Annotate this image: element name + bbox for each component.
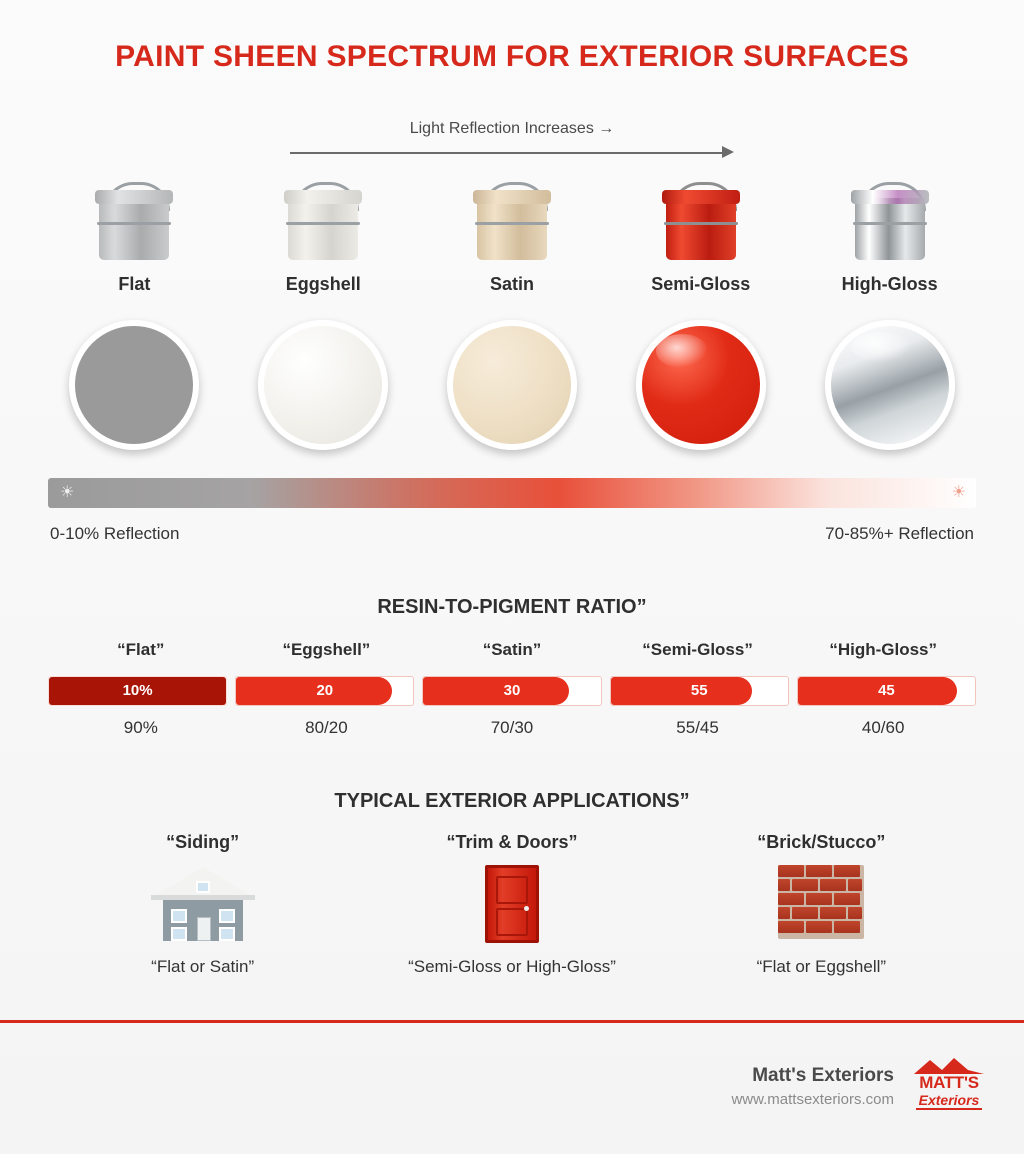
paint-can-icon <box>473 178 551 260</box>
light-reflection-label: Light Reflection Increases → <box>409 120 615 137</box>
door-icon <box>485 865 539 943</box>
paint-can-eggshell <box>229 178 418 295</box>
reflection-gradient-bar <box>48 478 976 508</box>
paint-can-flat <box>40 178 229 295</box>
application-art-siding <box>48 863 357 945</box>
ratio-value-high-gloss: 45 <box>878 682 895 699</box>
paint-can-icon <box>95 178 173 260</box>
swatch-cell-flat <box>40 320 229 450</box>
swatch-cell-semi-gloss <box>606 320 795 450</box>
brick-unit <box>792 907 818 919</box>
paint-can-icon <box>851 178 929 260</box>
ratio-bar-satin <box>422 676 601 706</box>
brick-row <box>778 921 864 933</box>
brick-unit <box>834 921 860 933</box>
brick-unit <box>778 907 790 919</box>
can-body <box>855 198 925 260</box>
door-knob <box>524 906 529 911</box>
ratio-value-eggshell: 20 <box>316 682 334 699</box>
ratio-column-labels <box>48 640 976 660</box>
can-handle-bar <box>286 222 360 225</box>
ratio-bar-high-gloss <box>797 676 976 706</box>
can-handle-bar <box>853 222 927 225</box>
company-logo <box>908 1058 990 1114</box>
can-handle-bar <box>664 222 738 225</box>
arrow-line <box>290 152 730 154</box>
arrow-head-icon <box>722 146 734 158</box>
door-panel <box>496 908 528 936</box>
can-lid <box>473 190 551 204</box>
ratio-bar-group <box>48 676 976 706</box>
ratio-label-satin: “Satin” <box>482 640 542 659</box>
ratio-value-satin: 30 <box>503 682 521 699</box>
can-body <box>477 198 547 260</box>
sheen-name-high-gloss: High-Gloss <box>841 274 938 294</box>
application-title-trim-doors: “Trim & Doors” <box>446 832 578 852</box>
brick-row <box>778 893 864 905</box>
swatch-satin <box>447 320 577 450</box>
application-trim-doors <box>357 832 666 977</box>
brick-unit <box>778 865 804 877</box>
can-body <box>99 198 169 260</box>
ratio-label-eggshell: “Eggshell” <box>282 640 371 659</box>
application-caption-trim-doors: “Semi-Gloss or High-Gloss” <box>408 957 616 976</box>
house-window <box>219 909 235 923</box>
brick-unit <box>848 879 862 891</box>
ratio-label-semi-gloss: “Semi-Gloss” <box>642 640 753 659</box>
application-title-siding: “Siding” <box>166 832 240 852</box>
logo-underline <box>916 1108 982 1110</box>
house-icon <box>151 867 255 941</box>
sun-dim-icon: ☀ <box>60 484 75 501</box>
paint-can-icon <box>662 178 740 260</box>
house-window <box>219 927 235 941</box>
paint-can-row <box>40 178 984 295</box>
swatch-high-gloss <box>825 320 955 450</box>
page-title: PAINT SHEEN SPECTRUM FOR EXTERIOR SURFACES <box>115 40 909 73</box>
sun-bright-icon: ☀ <box>951 484 966 501</box>
house-window <box>171 927 187 941</box>
brick-unit <box>806 921 832 933</box>
can-lid <box>851 190 929 204</box>
ratio-value-semi-gloss: 55 <box>690 682 708 699</box>
brick-unit <box>820 907 846 919</box>
footer-text <box>731 1065 894 1108</box>
ratio-label-high-gloss: “High-Gloss” <box>829 640 937 659</box>
company-name: Matt's Exteriors <box>752 1064 894 1086</box>
house-attic-window <box>196 881 210 893</box>
swatch-row <box>40 320 984 450</box>
brick-unit <box>792 879 818 891</box>
ratio-sub-high-gloss: 40/60 <box>861 718 905 737</box>
can-body <box>666 198 736 260</box>
applications-row <box>48 832 976 977</box>
swatch-eggshell <box>258 320 388 450</box>
ratio-value-flat: 10% <box>122 682 153 699</box>
footer <box>731 1058 990 1114</box>
brick-unit <box>806 893 832 905</box>
logo-roof-icon <box>914 1058 984 1074</box>
ratio-bar-flat <box>48 676 227 706</box>
sheen-name-semi-gloss: Semi-Gloss <box>651 274 751 294</box>
application-title-brick-stucco: “Brick/Stucco” <box>757 832 886 852</box>
house-window <box>171 909 187 923</box>
brick-row <box>778 907 864 919</box>
brick-unit <box>820 879 846 891</box>
application-art-brick-stucco <box>667 863 976 945</box>
logo-subtitle: Exteriors <box>918 1092 980 1108</box>
brick-unit <box>778 893 804 905</box>
ratio-label-flat: “Flat” <box>117 640 165 659</box>
paint-can-high-gloss <box>795 178 984 295</box>
ratio-sub-eggshell: 80/20 <box>305 718 348 737</box>
brick-row <box>778 879 864 891</box>
ratio-bar-eggshell <box>235 676 414 706</box>
brick-unit <box>848 907 862 919</box>
swatch-cell-satin <box>418 320 607 450</box>
sheen-name-eggshell: Eggshell <box>285 274 361 294</box>
can-body <box>288 198 358 260</box>
footer-divider <box>0 1020 1024 1023</box>
swatch-semi-gloss <box>636 320 766 450</box>
swatch-cell-high-gloss <box>795 320 984 450</box>
logo-name: MATT'S <box>919 1073 979 1092</box>
reflection-min-label: 0-10% Reflection <box>50 524 180 543</box>
paint-can-semi-gloss <box>606 178 795 295</box>
paint-can-satin <box>418 178 607 295</box>
can-lid <box>662 190 740 204</box>
brick-wall-icon <box>778 865 864 939</box>
house-door <box>197 917 211 941</box>
application-siding <box>48 832 357 977</box>
reflection-max-label: 70-85%+ Reflection <box>825 524 974 543</box>
ratio-section-heading: RESIN-TO-PIGMENT RATIO” <box>377 596 647 618</box>
application-caption-siding: “Flat or Satin” <box>151 957 255 976</box>
swatch-flat <box>69 320 199 450</box>
application-caption-brick-stucco: “Flat or Eggshell” <box>756 957 887 976</box>
sheen-name-satin: Satin <box>489 274 534 294</box>
ratio-sub-satin: 70/30 <box>490 718 534 737</box>
brick-unit <box>778 921 804 933</box>
can-handle-bar <box>97 222 171 225</box>
company-website[interactable]: www.mattsexteriors.com <box>731 1090 894 1108</box>
door-panel <box>496 876 528 904</box>
brick-unit <box>834 893 860 905</box>
sheen-name-flat: Flat <box>118 274 151 294</box>
application-brick-stucco <box>667 832 976 977</box>
ratio-sub-values <box>48 718 976 738</box>
can-lid <box>284 190 362 204</box>
applications-section-heading: TYPICAL EXTERIOR APPLICATIONS” <box>334 790 690 812</box>
light-reflection-caption <box>0 120 1024 138</box>
paint-can-icon <box>284 178 362 260</box>
application-art-trim-doors <box>357 863 666 945</box>
brick-unit <box>806 865 832 877</box>
brick-row <box>778 865 864 877</box>
ratio-sub-flat: 90% <box>123 718 158 737</box>
swatch-cell-eggshell <box>229 320 418 450</box>
can-lid <box>95 190 173 204</box>
brick-unit <box>834 865 860 877</box>
can-handle-bar <box>475 222 549 225</box>
ratio-bar-semi-gloss <box>610 676 789 706</box>
ratio-sub-semi-gloss: 55/45 <box>676 718 719 737</box>
brick-unit <box>778 879 790 891</box>
